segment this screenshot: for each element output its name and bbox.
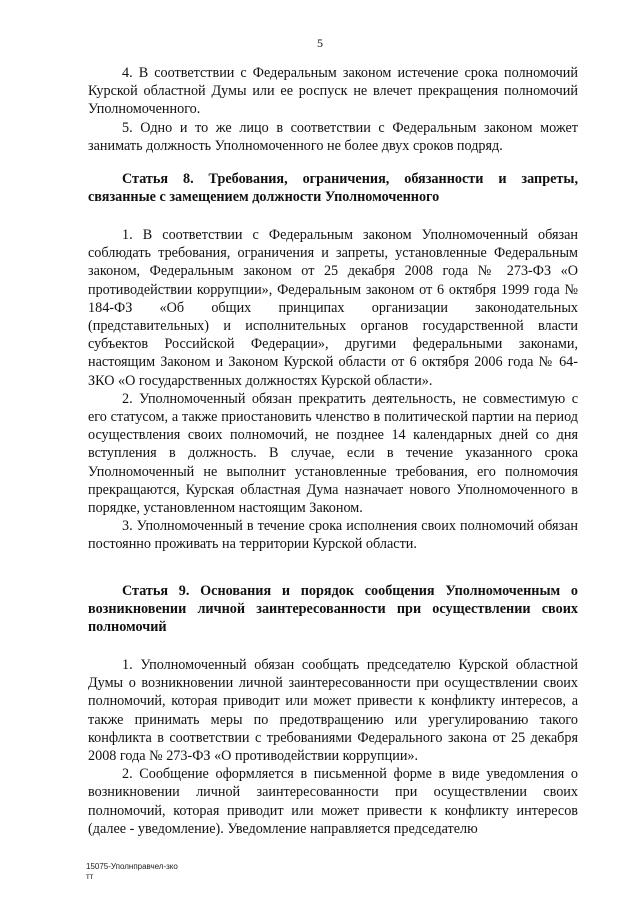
footer-initials: тт <box>86 872 94 881</box>
paragraph: 4. В соответствии с Федеральным законом истечение срока полномочий Курской областной Думы или ее роспуск не влечет прекращения полномочий Уполномоченного. <box>88 65 578 118</box>
paragraph: 3. Уполномоченный в течение срока исполнения своих полномочий обязан постоянно проживать на территории Курской области. <box>88 518 578 553</box>
paragraph: 2. Уполномоченный обязан прекратить деятельность, не совместимую с его статусом, а также приостановить членство в политической партии на период осуществления своих полномочий, не позднее 14 календарных дней со дня вступления в должность. В случае, если в течение указанного срока Уполномоченный не выполнит установленные требования, его полномочия прекращаются, Курская областная Дума назначает нового Уполномоченного в порядке, установленном настоящим Законом. <box>88 390 578 517</box>
article-heading: Статья 8. Требования, ограничения, обязанности и запреты, связанные с замещением должности Уполномоченного <box>88 171 578 206</box>
article-heading: Статья 9. Основания и порядок сообщения Уполномоченным о возникновении личной заинтересованности при осуществлении своих полномочий <box>88 583 578 636</box>
article-9-heading-block <box>88 582 578 637</box>
article-8-heading-block <box>88 170 578 206</box>
paragraph: 1. В соответствии с Федеральным законом Уполномоченный обязан соблюдать требования, ограничения и запреты, установленные Федеральным законом, Федеральным законом от 25 декабря 2008 года № 273-ФЗ «О противодействии коррупции», Федеральным законом от 6 октября 1999 года № 184-ФЗ «Об общих принципах организации законодательных (представительных) и исполнительных органов государственной власти субъектов Российской Федерации», другими федеральными законами, настоящим Законом и Законом Курской области от 6 октября 2006 года № 64-ЗКО «О государственных должностях Курской области». <box>88 227 578 389</box>
article-8-body <box>88 226 578 554</box>
article-7-continuation <box>88 64 578 155</box>
page-number: 5 <box>317 36 323 50</box>
paragraph: 5. Одно и то же лицо в соответствии с Федеральным законом может занимать должность Уполномоченного не более двух сроков подряд. <box>88 119 578 154</box>
paragraph: 1. Уполномоченный обязан сообщать председателю Курской областной Думы о возникновении личной заинтересованности при осуществлении своих полномочий, которая приводит или может привести к конфликту интересов, а также принимать меры по предотвращению или урегулированию такого конфликта в соответствии с требованиями Федерального закона от 25 декабря 2008 года № 273-ФЗ «О противодействии коррупции». <box>88 657 578 765</box>
paragraph: 2. Сообщение оформляется в письменной форме в виде уведомления о возникновении личной заинтересованности при осуществлении своих полномочий, которая приводит или может привести к конфликту интересов (далее - уведомление). Уведомление направляется председателю <box>88 766 578 837</box>
document-footer <box>86 862 178 882</box>
article-9-body <box>88 656 578 838</box>
footer-code: 15075-Уполнправчел-зко <box>86 862 178 871</box>
